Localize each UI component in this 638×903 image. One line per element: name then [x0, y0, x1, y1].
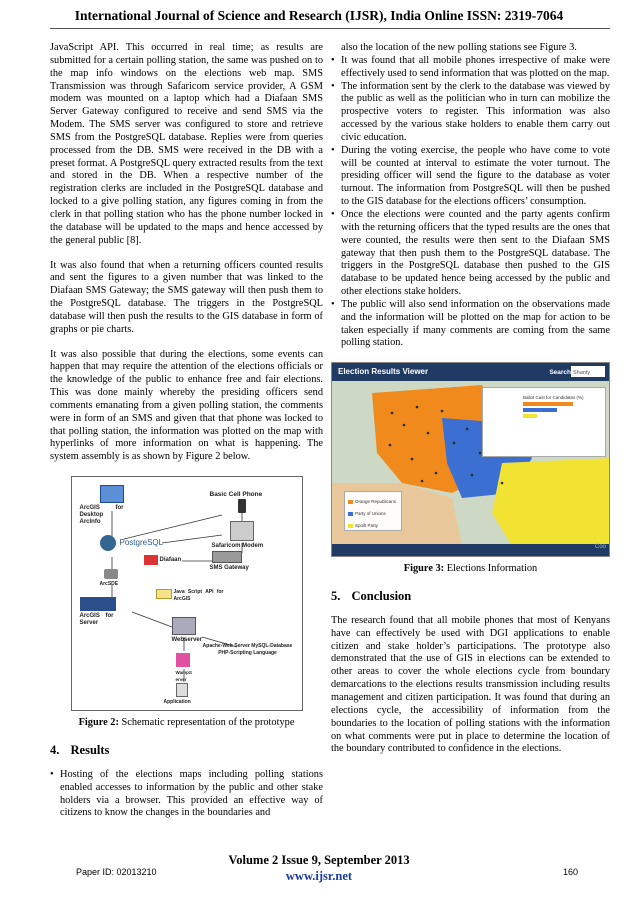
legend-swatch — [348, 512, 353, 516]
javascript-api-label: Java Script API for ArcGIS — [173, 589, 224, 603]
viewer-search-label: Search — [549, 369, 571, 377]
ballot-bar-chart — [483, 388, 607, 458]
left-paragraph-2: It was also found that when a returning officers counted results and sent the figures to a given number that was linked to the Diafaan SMS Gateway; the SMS gateway will then push them to the PostgreSQL database. The triggers in the PostgreSQL database will then push the results to the GIS database in form of graphs or pie charts. — [50, 259, 323, 335]
conclusion-title: Conclusion — [351, 589, 412, 604]
results-heading — [50, 744, 323, 757]
figure-3-caption — [331, 563, 610, 576]
right-bullet-2 — [331, 81, 610, 145]
bullet-dot-icon: • — [50, 768, 54, 780]
right-bullet-3 — [331, 145, 610, 209]
ballot-info-panel — [482, 387, 606, 457]
diafaan-label: Diafaan — [159, 557, 182, 564]
ballot-bar — [523, 414, 537, 418]
legend-swatch — [348, 524, 353, 528]
diafaan-logo-icon — [144, 555, 158, 565]
webserver-label: Webserver — [171, 637, 203, 644]
map-legend — [344, 491, 402, 531]
wampserver-icon — [176, 653, 190, 667]
bullet-dot-icon: • — [331, 80, 335, 92]
bullet-dot-icon: • — [331, 298, 335, 310]
right-bullet-1 — [331, 55, 610, 81]
arcsde-label: ArcSDE — [99, 581, 119, 588]
conclusion-paragraph: The research found that all mobile phones that most of Kenyans have can effectively be used with DGI applications to enable citizen and stake holder’s participations. The prototype also demonstrated that the use of GIS in elections can be extended to other areas to cover the whole elections cycle from boundary demarcations to the elections results transmission including results management and citizen participation. It was found that during an elections cycle, the accessibility of information from the boundaries to the location of polling stations with the information on what comments were put in place to determine the location of the boundary contributed to confidence in the elections. — [331, 614, 610, 755]
left-column — [50, 42, 323, 820]
arcgis-desktop-label: ArcGIS for Desktop ArcInfo — [79, 505, 124, 526]
basic-phone-label: Basic Cell Phone — [209, 491, 263, 499]
cell-phone-icon — [238, 499, 246, 513]
conclusion-number: 5. — [331, 589, 341, 604]
figure-2-caption-label: Figure 2: — [78, 717, 119, 729]
right-bullet-5 — [331, 299, 610, 350]
results-number: 4. — [50, 743, 60, 757]
legend-label: Orange Republicans — [355, 499, 397, 505]
right-continuation: also the location of the new polling stations see Figure 3. — [341, 42, 577, 53]
right-bullet-5-text: The public will also send information on the observations made and the information will be plotted on the map for action to be taken especially if many comments are coming from the same polling station. — [341, 298, 610, 349]
right-column — [331, 42, 610, 768]
webserver-icon — [172, 617, 196, 635]
conclusion-heading — [331, 590, 610, 603]
viewer-search-input[interactable]: Shanty — [571, 366, 605, 377]
arcgis-desktop-icon — [100, 485, 124, 503]
bullet-dot-icon: • — [331, 54, 335, 66]
header-rule — [50, 28, 610, 29]
figure-3-caption-text: Elections Information — [446, 563, 538, 575]
figure-2-schematic — [71, 476, 303, 711]
right-bullet-2-text: The information sent by the clerk to the database was viewed by the public as well as the politician who in turn can mobilize the prospective voters to register. This information was also accessed by the various stake holders to enable them carry out civic education. — [341, 80, 610, 143]
postgresql-label: PostgreSQL — [119, 538, 164, 548]
legend-row-2 — [348, 508, 386, 521]
legend-row-3 — [348, 520, 378, 533]
paper-id: Paper ID: 02013210 — [76, 867, 157, 877]
results-title: Results — [70, 743, 110, 757]
viewer-footer-text: Coo — [594, 544, 606, 551]
legend-label: Spoilt Party — [355, 523, 379, 529]
postgresql-logo-icon — [100, 535, 116, 551]
right-bullet-4-text: Once the elections were counted and the party agents confirm with the returning officers that the typed results are the ones that were counted, the results were then sent to the Diafaan SMS gateway that then push them to the PostgreSQL database. The triggers in the PostgreSQL database then pushed to the GIS database to be updated hence being accessed by the public and other elections stake holders. — [341, 208, 610, 298]
ballot-bar — [523, 408, 557, 412]
viewer-title: Election Results Viewer — [338, 367, 429, 377]
figure-2-caption — [50, 717, 323, 730]
right-bullet-4 — [331, 209, 610, 299]
ballot-bar — [523, 402, 573, 406]
sms-gateway-label: SMS Gateway — [209, 565, 249, 572]
yellow-region — [492, 458, 610, 546]
journal-header: International Journal of Science and Research (IJSR), India Online ISSN: 2319-7064 — [74, 8, 564, 23]
page-number: 160 — [563, 867, 579, 877]
footer-url-link[interactable]: www.ijsr.net — [285, 869, 353, 883]
right-bullet-list — [331, 55, 610, 350]
results-bullet — [50, 769, 323, 820]
apache-stack-label: Apache-Web Server MySQL-Database PHP-Scripting Language — [202, 643, 293, 657]
ballot-panel-title: Ballot Cast for Candidates (%) — [523, 395, 584, 401]
legend-row-1 — [348, 496, 396, 509]
arcgis-server-icon — [80, 597, 116, 611]
wampserver-label: WampS erver — [175, 670, 192, 683]
modem-label: Safaricom Modem — [211, 543, 264, 550]
legend-label: Party of Unions — [355, 511, 386, 517]
right-bullet-3-text: During the voting exercise, the people who have come to vote will be counted at interval to estimate the voter turnout. The presiding officer will send the figure to the database as voter turnout. The information from PostgreSQL will then be pushed to the GIS database for the elections officers’ consumption. — [341, 144, 610, 208]
arcsde-database-icon — [104, 569, 118, 579]
legend-swatch — [348, 500, 353, 504]
left-paragraph-1: JavaScript API. This occurred in real time; as results are submitted for a certain polling station, the same was pushed on to the map info windows on the elections web map. SMS Transmission was through Safaricom service provider, A GSM modem was mounted on a laptop which had a Diafaan SMS Server Gateway configured to receive and send SMS via the Modem. The SMS server was configured to store and retrieve SMS from the PostgreSQL database. Replies were from queries processed from the DB. SMS were received in the DB with a preset format. A PostgreSQL query extracted results from the text and stored in the DB. When a respective number of the registration clerks are included in the PostgreSQL database and locked to a give polling station, any figures coming in from the clerk in that polling station who has the phone number locked in the database will be updated to the maps and hence accessed by the general public [8]. — [50, 42, 323, 246]
footer-volume: Volume 2 Issue 9, September 2013 — [228, 853, 410, 867]
arcgis-server-label: ArcGIS for Server — [79, 613, 114, 627]
figure-2-caption-text: Schematic representation of the prototype — [121, 717, 295, 729]
sms-gateway-icon — [212, 551, 242, 563]
left-paragraph-3: It was also possible that during the elections, some events can happen that may require the attention of the elections officials or the knowledge of the public to enhance free and fair elections. This was done mainly whereby the presiding officers send comments emanating from a given polling station, the comments were in form of an SMS and given that that phone was locked to that polling station, the information was plotted on the map with hyperlinks of more information on what is happening. The system assembly is as shown by Figure 2 below. — [50, 348, 323, 463]
results-bullet-text: Hosting of the elections maps including polling stations enabled accesses to information by the public and other stake holders via a browser. This provided an effective way of citizens to know the changes in the boundaries and — [60, 768, 323, 819]
right-bullet-1-text: It was found that all mobile phones irrespective of make were effectively used to send information that was plotted on the map. — [341, 54, 610, 79]
modem-icon — [230, 521, 254, 541]
bullet-dot-icon: • — [331, 208, 335, 220]
bullet-dot-icon: • — [331, 144, 335, 156]
application-label: Application — [163, 699, 191, 706]
javascript-api-icon — [156, 589, 172, 599]
application-icon — [176, 683, 188, 697]
results-bullet-list — [50, 769, 323, 820]
viewer-footer — [332, 544, 609, 556]
figure-3-election-map — [331, 362, 610, 557]
figure-3-caption-label: Figure 3: — [403, 563, 445, 575]
